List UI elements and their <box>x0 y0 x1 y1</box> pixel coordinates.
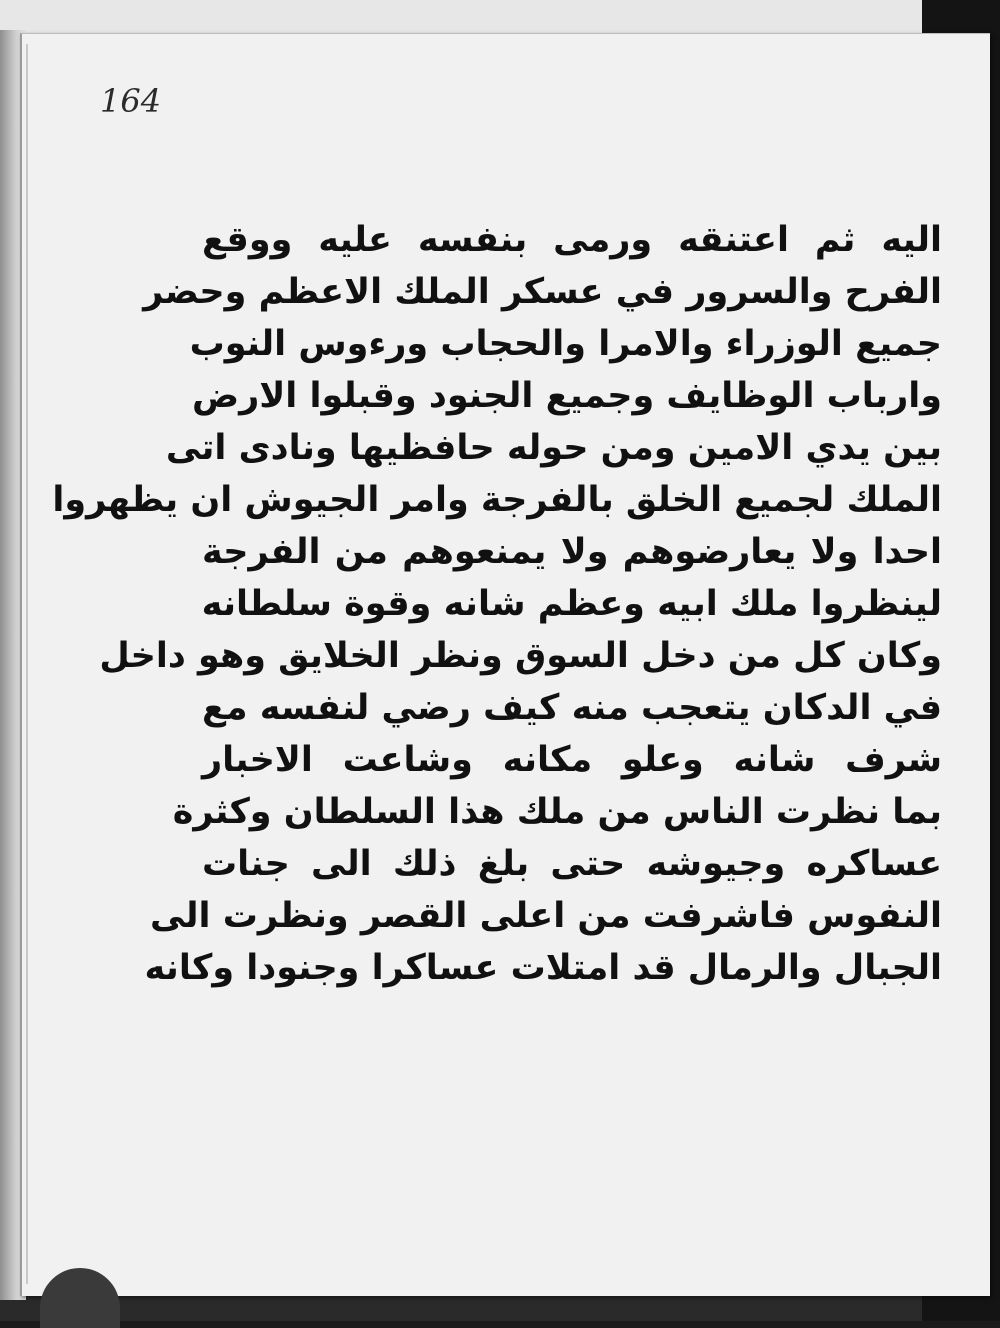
text-line: الفرح والسرور في عسكر الملك الاعظم وحضر <box>143 272 942 312</box>
text-line: بما نظرت الناس من ملك هذا السلطان وكثرة <box>172 792 942 832</box>
text-line: في الدكان يتعجب منه كيف رضي لنفسه مع <box>202 688 942 728</box>
arabic-text-block <box>52 214 942 994</box>
manuscript-page <box>20 33 990 1296</box>
text-line: بين يدي الامين ومن حوله حافظيها ونادى اتى <box>165 428 942 468</box>
text-line: شرف شانه وعلو مكانه وشاعت الاخبار <box>202 740 942 780</box>
text-line: عساكره وجيوشه حتى بلغ ذلك الى جنات <box>202 844 942 884</box>
text-line: وارباب الوظايف وجميع الجنود وقبلوا الارض <box>192 376 942 416</box>
folio-number: 164 <box>100 82 162 120</box>
text-line: جميع الوزراء والامرا والحجاب ورءوس النوب <box>189 324 942 364</box>
text-line: اليه ثم اعتنقه ورمى بنفسه عليه ووقع <box>202 220 942 260</box>
text-line: النفوس فاشرفت من اعلى القصر ونظرت الى <box>149 896 942 936</box>
text-line: وكان كل من دخل السوق ونظر الخلايق وهو داخل <box>99 636 942 676</box>
page-fold-line <box>26 44 28 1284</box>
text-line: لينظروا ملك ابيه وعظم شانه وقوة سلطانه <box>201 584 942 624</box>
text-line: احدا ولا يعارضوهم ولا يمنعوهم من الفرجة <box>202 532 942 572</box>
text-line: الملك لجميع الخلق بالفرجة وامر الجيوش ان يظهروا <box>52 480 942 520</box>
text-line: الجبال والرمال قد امتلات عساكرا وجنودا وكانه <box>144 948 942 988</box>
